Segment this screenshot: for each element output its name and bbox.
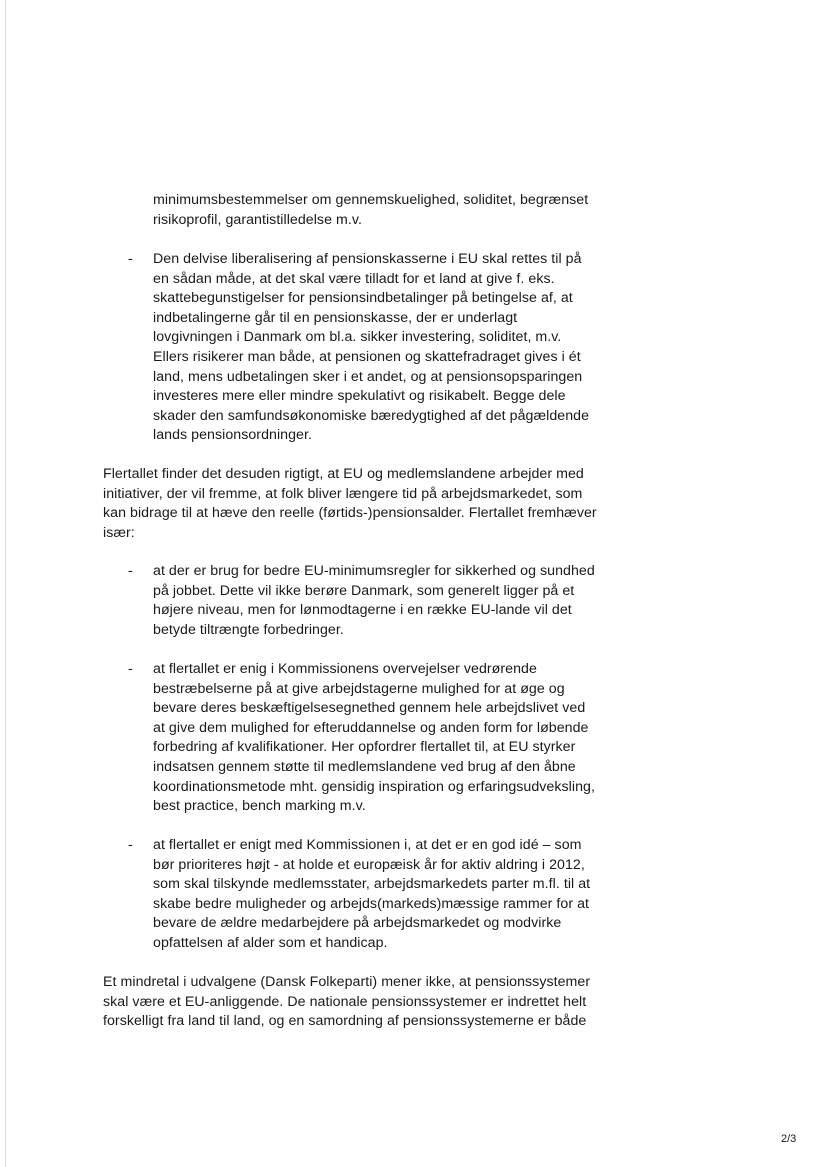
text-line: lovgivningen i Danmark om bl.a. sikker investering, soliditet, m.v.	[153, 329, 562, 346]
bullet-dash: -	[128, 661, 133, 677]
bullet-text	[153, 836, 603, 954]
text-line: koordinationsmetode mht. gensidig inspiration og erfaringsudveksling,	[153, 778, 595, 795]
paragraph-mindretal	[103, 973, 593, 1032]
bullet-dash: -	[128, 251, 133, 267]
text-line: at flertallet er enigt med Kommissionen i, at det er en god idé – som	[153, 837, 582, 853]
text-line: best practice, bench marking m.v.	[153, 798, 366, 815]
text-line: investeres mere eller mindre spekulativt og risikabelt. Begge dele	[153, 388, 566, 405]
text-line: lands pensionsordninger.	[153, 427, 312, 444]
text-line: forskelligt fra land til land, og en samordning af pensionssystemerne er både	[103, 1013, 587, 1030]
text-line: skal være et EU-anliggende. De nationale pensionssystemer er indrettet helt	[103, 993, 587, 1010]
text-line: at give dem mulighed for efteruddannelse og anden form for løbende	[153, 719, 589, 736]
text-line: skader den samfundsøkonomiske bæredygtighed af det pågældende	[153, 407, 590, 424]
text-line: indsatsen gennem støtte til medlemslandene ved brug af den åbne	[153, 758, 576, 775]
text-line: skabe bedre muligheder og arbejds(markeds)mæssige rammer for at	[153, 895, 590, 912]
text-line: at der er brug for bedre EU-minimumsregler for sikkerhed og sundhed	[153, 563, 595, 579]
text-line: Et mindretal i udvalgene (Dansk Folkeparti) mener ikke, at pensionssystemer	[103, 974, 591, 990]
text-line: bevare deres beskæftigelsesegnethed gennem hele arbejdslivet ved	[153, 700, 586, 717]
text-line: indbetalingerne går til en pensionskasse, der er underlagt	[153, 309, 518, 326]
text-line: bør prioriteres højt - at holde et europæisk år for aktiv aldring i 2012,	[153, 856, 585, 873]
bullet-text	[153, 250, 603, 446]
text-line: Flertallet finder det desuden rigtigt, at EU og medlemslandene arbejder med	[103, 466, 584, 482]
bullet-text	[153, 562, 603, 640]
bullet-dash: -	[128, 563, 133, 579]
text-line: at flertallet er enig i Kommissionens overvejelser vedrørende	[153, 661, 537, 677]
text-line: højere niveau, men for lønmodtagerne i en række EU-lande vil det	[153, 602, 572, 619]
page-number: 2/3	[781, 1133, 797, 1145]
text-line: betyde tiltrængte forbedringer.	[153, 621, 344, 638]
text-line: kan bidrage til at hæve den reelle (førtids-)pensionsalder. Flertallet fremhæver	[103, 505, 597, 522]
text-line: Den delvise liberalisering af pensionskasserne i EU skal rettes til på	[153, 251, 582, 267]
text-line: minimumsbestemmelser om gennemskuelighed, soliditet, begrænset	[153, 192, 589, 208]
continuation-paragraph	[153, 191, 593, 230]
bullet-dash: -	[128, 837, 133, 853]
text-line: initiativer, der vil fremme, at folk bliver længere tid på arbejdsmarkedet, som	[103, 485, 583, 502]
bullet-text	[153, 660, 603, 817]
text-line: bevare de ældre medarbejdere på arbejdsmarkedet og modvirke	[153, 915, 562, 932]
text-line: skattebegunstigelser for pensionsindbetalinger på betingelse af, at	[153, 290, 573, 307]
paragraph-flertallet	[103, 465, 597, 543]
text-line: bestræbelserne på at give arbejdstagerne mulighed for at øge og	[153, 680, 565, 697]
text-line: på jobbet. Dette vil ikke berøre Danmark, som generelt ligger på et	[153, 582, 575, 599]
text-line: især:	[103, 524, 135, 541]
text-line: Ellers risikerer man både, at pensionen og skattefradraget gives i ét	[153, 348, 581, 365]
text-line: en sådan måde, at det skal være tilladt for et land at give f. eks.	[153, 270, 555, 287]
text-line: risikoprofil, garantistilledelse m.v.	[153, 211, 362, 228]
page-edge	[5, 0, 6, 1167]
text-line: forbedring af kvalifikationer. Her opfordrer flertallet til, at EU styrker	[153, 739, 576, 756]
text-line: opfattelsen af alder som et handicap.	[153, 934, 388, 951]
text-line: som skal tilskynde medlemsstater, arbejdsmarkedets parter m.fl. til at	[153, 876, 591, 893]
text-line: land, mens udbetalingen sker i et andet, og at pensionsopsparingen	[153, 368, 583, 385]
